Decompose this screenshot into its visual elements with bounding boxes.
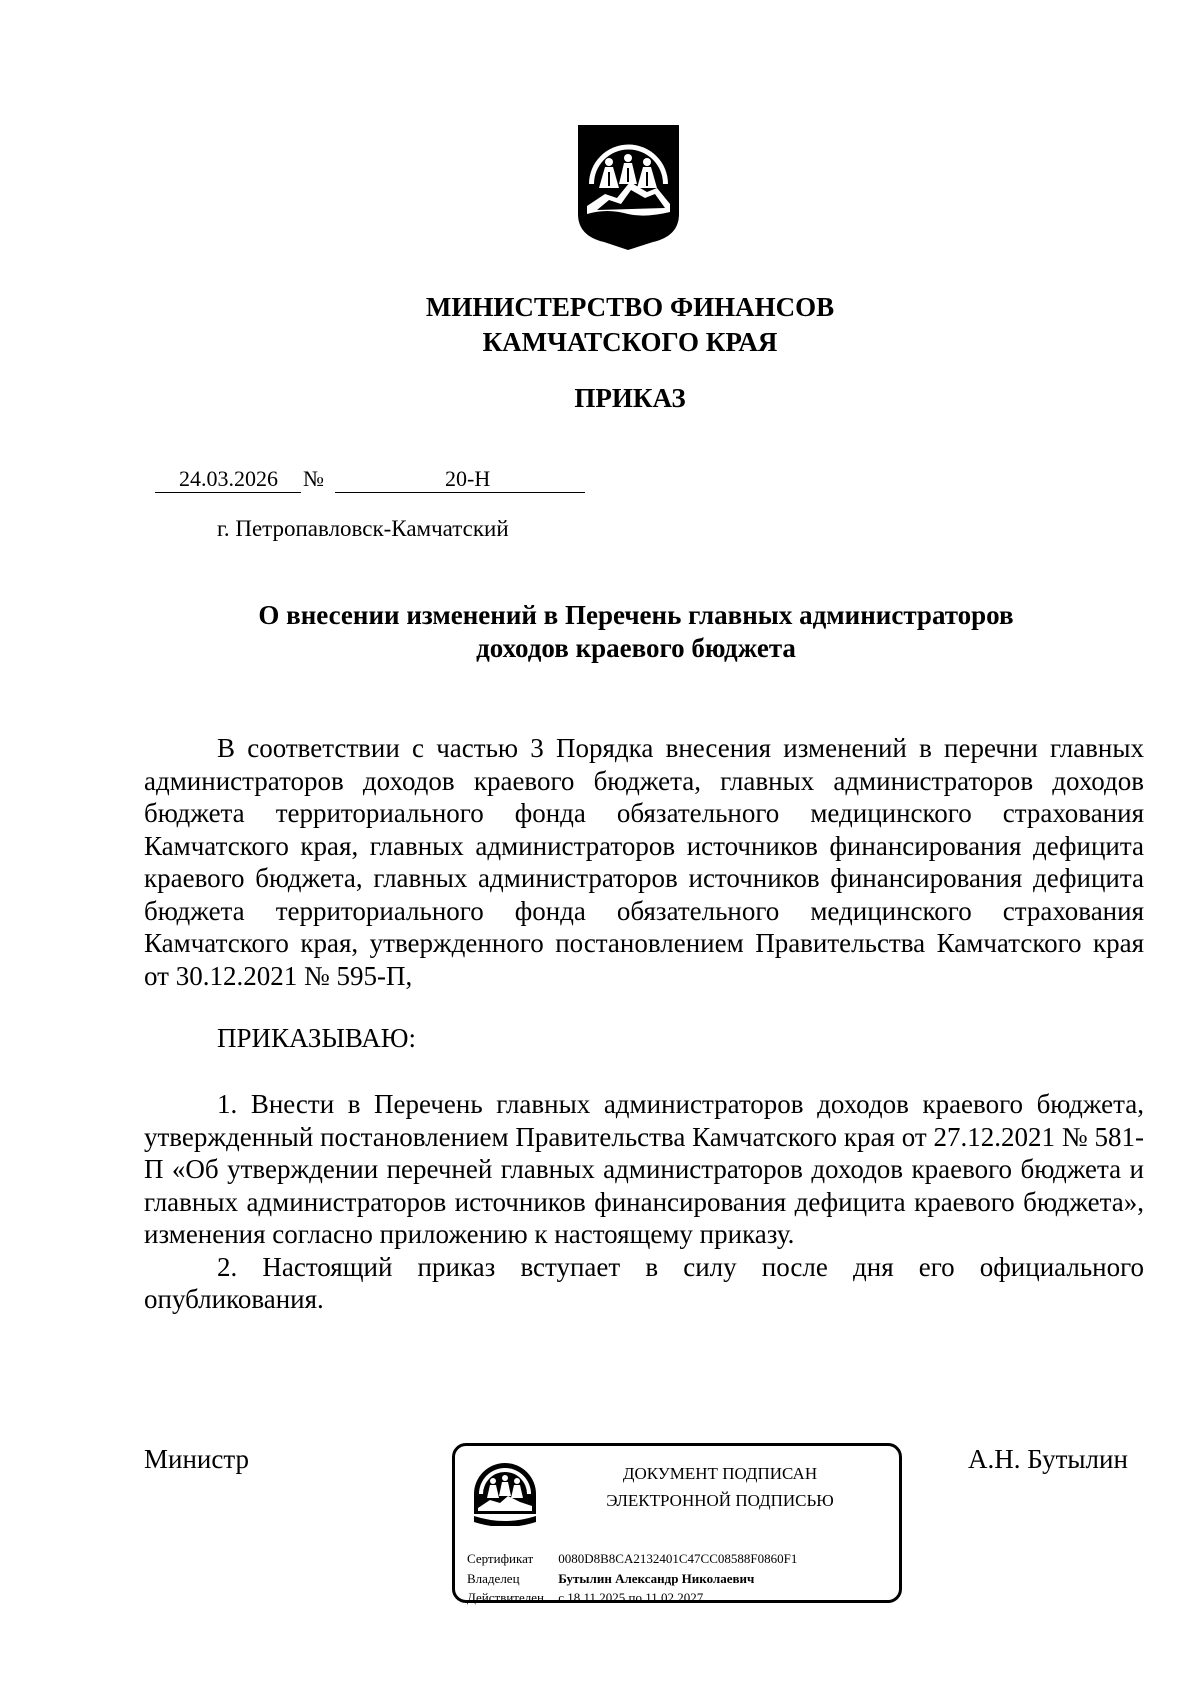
order-number: 20-Н	[445, 466, 491, 491]
preamble-block	[144, 732, 1144, 992]
order-subject	[0, 599, 1200, 665]
kamchatka-coat-of-arms-icon	[575, 122, 682, 253]
preamble-paragraph: В соответствии с частью 3 Порядка внесения изменений в перечни главных администраторов доходов краевого бюджета, главных администраторов доходов бюджета территориального фонда обязательного медицинского страхования Камчатского края, главных администраторов источников финансирования дефицита краевого бюджета, главных администраторов источников финансирования дефицита бюджета территориального фонда обязательного медицинского страхования Камчатского края, утвержденного постановлением Правительства Камчатского края от 30.12.2021 № 595-П,	[144, 733, 1144, 991]
stamp-owner-row	[467, 1571, 754, 1587]
stamp-validity-row	[467, 1590, 703, 1606]
number-underline	[335, 492, 585, 493]
document-type: ПРИКАЗ	[574, 383, 686, 413]
owner-value: Бутылин Александр Николаевич	[558, 1571, 755, 1586]
stamp-title-line1: ДОКУМЕНТ ПОДПИСАН	[622, 1464, 818, 1483]
ministry-name	[0, 290, 1200, 360]
certificate-value: 0080D8B8CA2132401C47CC08588F0860F1	[558, 1551, 798, 1566]
item-2: 2. Настоящий приказ вступает в силу после дня его официального опубликования.	[144, 1251, 1144, 1314]
date-underline	[155, 492, 301, 493]
stamp-title-line2: ЭЛЕКТРОННОЙ ПОДПИСЬЮ	[606, 1491, 834, 1510]
subject-line2: доходов краевого бюджета	[476, 633, 796, 663]
validity-label: Действителен	[467, 1590, 544, 1605]
item-1: 1. Внести в Перечень главных администраторов доходов краевого бюджета, утвержденный постановлением Правительства Камчатского края от 27.12.2021 № 581-П «Об утверждении перечней главных администраторов доходов краевого бюджета и главных администраторов источников финансирования дефицита краевого бюджета», изменения согласно приложению к настоящему приказу.	[144, 1089, 1144, 1249]
certificate-label: Сертификат	[467, 1551, 534, 1566]
date-number-line	[155, 466, 585, 496]
order-date: 24.03.2026	[179, 466, 278, 491]
validity-value: с 18.11.2025 по 11.02.2027	[558, 1590, 704, 1605]
owner-label: Владелец	[467, 1571, 520, 1586]
kamchatka-coat-of-arms-icon	[470, 1456, 540, 1526]
items-block	[144, 1088, 1144, 1316]
subject-line1: О внесении изменений в Перечень главных администраторов	[258, 600, 1014, 630]
signatory-position: Министр	[144, 1444, 249, 1474]
e-signature-stamp	[452, 1443, 902, 1603]
stamp-certificate-row	[467, 1551, 797, 1567]
ministry-name-line1: МИНИСТЕРСТВО ФИНАНСОВ	[425, 292, 835, 322]
signatory-name: А.Н. Бутылин	[968, 1444, 1128, 1474]
stamp-title	[555, 1460, 885, 1514]
decree-word: ПРИКАЗЫВАЮ:	[217, 1023, 416, 1053]
city: г. Петропавловск-Камчатский	[217, 516, 509, 541]
number-sign: №	[303, 466, 324, 491]
ministry-name-line2: КАМЧАТСКОГО КРАЯ	[482, 327, 778, 357]
